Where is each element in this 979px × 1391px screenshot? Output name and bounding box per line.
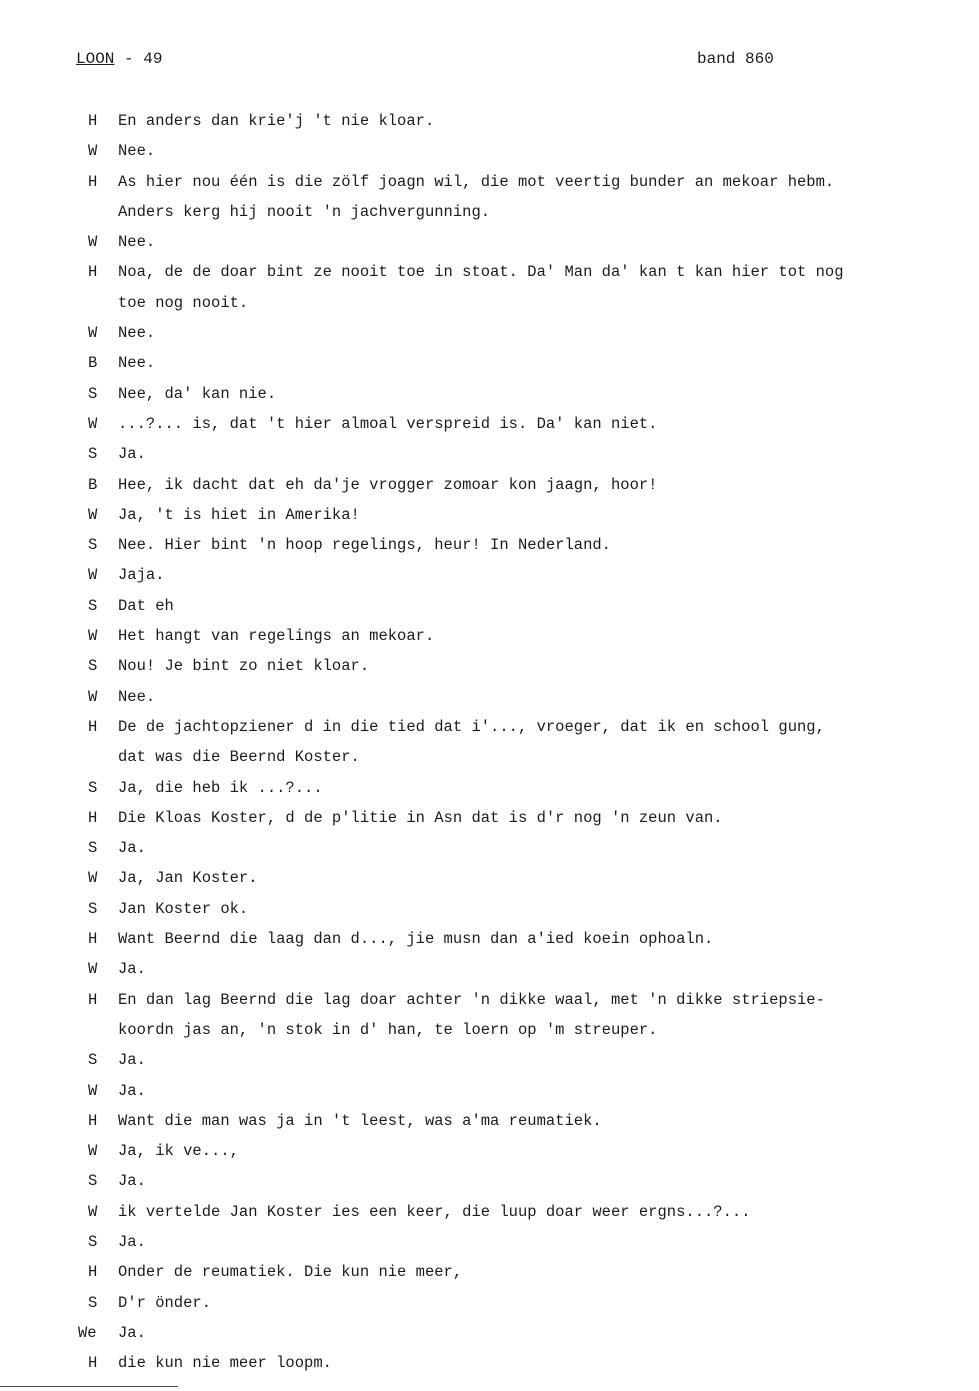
transcript-line <box>0 686 979 716</box>
transcript-line <box>0 1261 979 1291</box>
transcript-line <box>0 1352 979 1382</box>
transcript-line <box>0 1201 979 1231</box>
transcript-line <box>0 867 979 897</box>
utterance-text: Ja. <box>118 1172 146 1191</box>
transcript-line <box>0 1019 979 1049</box>
transcript-line <box>0 292 979 322</box>
transcript-line <box>0 322 979 352</box>
transcript-line <box>0 746 979 776</box>
utterance-text: D'r önder. <box>118 1293 212 1312</box>
utterance-text: En dan lag Beernd die lag doar achter 'n dikke waal, met 'n dikke striepsie- <box>118 990 825 1009</box>
speaker-label: S <box>88 899 98 918</box>
speaker-label: S <box>88 1172 98 1191</box>
utterance-text: As hier nou één is die zölf joagn wil, die mot veertig bunder an mekoar hebm. <box>118 172 835 191</box>
speaker-label: S <box>88 536 98 555</box>
transcript-line <box>0 1049 979 1079</box>
speaker-label: S <box>88 1293 98 1312</box>
transcript-line <box>0 171 979 201</box>
utterance-text: Ja. <box>118 1081 146 1100</box>
speaker-label: W <box>88 414 98 433</box>
utterance-text: Ja. <box>118 1051 146 1070</box>
utterance-text: Ja. <box>118 1323 146 1342</box>
utterance-text: Anders kerg hij nooit 'n jachvergunning. <box>118 202 491 221</box>
utterance-text: Die Kloas Koster, d de p'litie in Asn dat is d'r nog 'n zeun van. <box>118 808 723 827</box>
utterance-text: Ja. <box>118 445 146 464</box>
transcript-line <box>0 958 979 988</box>
document-title: LOON <box>76 50 115 68</box>
speaker-label: S <box>88 384 98 403</box>
utterance-text: Nee. <box>118 324 156 343</box>
speaker-label: H <box>88 717 98 736</box>
transcript-line <box>0 564 979 594</box>
transcript-line <box>0 383 979 413</box>
speaker-label: W <box>88 960 98 979</box>
transcript-line <box>0 352 979 382</box>
utterance-text: Nee. <box>118 142 156 161</box>
footer-rule <box>0 1386 178 1387</box>
speaker-label: H <box>88 1111 98 1130</box>
transcript-line <box>0 474 979 504</box>
utterance-text: ik vertelde Jan Koster ies een keer, die luup doar weer ergns...?... <box>118 1202 751 1221</box>
speaker-label: W <box>88 869 98 888</box>
utterance-text: Noa, de de doar bint ze nooit toe in stoat. Da' Man da' kan t kan hier tot nog <box>118 263 844 282</box>
utterance-text: Nee. <box>118 687 156 706</box>
speaker-label: H <box>88 1263 98 1282</box>
utterance-text: Nee, da' kan nie. <box>118 384 277 403</box>
utterance-text: Nee. Hier bint 'n hoop regelings, heur! In Nederland. <box>118 536 611 555</box>
transcript-line <box>0 1080 979 1110</box>
transcript-line <box>0 231 979 261</box>
utterance-text: Nou! Je bint zo niet kloar. <box>118 657 370 676</box>
utterance-text: Want Beernd die laag dan d..., jie musn dan a'ied koein ophoaln. <box>118 930 714 949</box>
speaker-label: H <box>88 263 98 282</box>
transcript-line <box>0 201 979 231</box>
speaker-label: S <box>88 657 98 676</box>
utterance-text: ...?... is, dat 't hier almoal verspreid is. Da' kan niet. <box>118 414 658 433</box>
speaker-label: W <box>88 566 98 585</box>
speaker-label: W <box>88 1081 98 1100</box>
speaker-label: W <box>88 233 98 252</box>
speaker-label: S <box>88 596 98 615</box>
utterance-text: De de jachtopziener d in die tied dat i'..., vroeger, dat ik en school gung, <box>118 717 825 736</box>
speaker-label: H <box>88 172 98 191</box>
speaker-label: We <box>78 1323 97 1342</box>
transcript-line <box>0 777 979 807</box>
speaker-label: H <box>88 112 98 130</box>
speaker-label: S <box>88 839 98 858</box>
transcript-line <box>0 625 979 655</box>
speaker-label: S <box>88 1232 98 1251</box>
utterance-text: Ja. <box>118 1232 146 1251</box>
transcript-line <box>0 261 979 291</box>
transcript-line <box>0 1322 979 1352</box>
transcript-line <box>0 443 979 473</box>
utterance-text: Nee. <box>118 354 156 373</box>
utterance-text: Ja. <box>118 839 146 858</box>
utterance-text: Ja, 't is hiet in Amerika! <box>118 505 360 524</box>
speaker-label: B <box>88 354 98 373</box>
transcript-line <box>0 807 979 837</box>
utterance-text: Jan Koster ok. <box>118 899 249 918</box>
speaker-label: W <box>88 627 98 646</box>
transcript-line <box>0 110 979 140</box>
utterance-text: Ja. <box>118 960 146 979</box>
speaker-label: H <box>88 930 98 949</box>
transcript-line <box>0 534 979 564</box>
utterance-text: Onder de reumatiek. Die kun nie meer, <box>118 1263 463 1282</box>
utterance-text: Hee, ik dacht dat eh da'je vrogger zomoar kon jaagn, hoor! <box>118 475 658 494</box>
speaker-label: B <box>88 475 98 494</box>
utterance-text: Het hangt van regelings an mekoar. <box>118 627 435 646</box>
transcript-line <box>0 1170 979 1200</box>
transcript-line <box>0 1292 979 1322</box>
transcript-line <box>0 1110 979 1140</box>
transcript-line <box>0 140 979 170</box>
utterance-text: En anders dan krie'j 't nie kloar. <box>118 112 435 130</box>
utterance-text: die kun nie meer loopm. <box>118 1354 332 1373</box>
speaker-label: W <box>88 1202 98 1221</box>
transcript-line <box>0 898 979 928</box>
transcript <box>0 110 979 1382</box>
utterance-text: Dat eh <box>118 596 174 615</box>
page-header-left <box>76 50 162 68</box>
utterance-text: Nee. <box>118 233 156 252</box>
speaker-label: S <box>88 445 98 464</box>
page-number: - 49 <box>124 50 163 68</box>
transcript-line <box>0 1231 979 1261</box>
speaker-label: S <box>88 1051 98 1070</box>
utterance-text: koordn jas an, 'n stok in d' han, te loern op 'm streuper. <box>118 1020 658 1039</box>
transcript-line <box>0 655 979 685</box>
speaker-label: W <box>88 505 98 524</box>
speaker-label: S <box>88 778 98 797</box>
utterance-text: Ja, ik ve..., <box>118 1142 239 1161</box>
tape-number: band 860 <box>697 50 774 68</box>
transcript-line <box>0 504 979 534</box>
transcript-line <box>0 837 979 867</box>
speaker-label: W <box>88 142 98 161</box>
utterance-text: Ja, Jan Koster. <box>118 869 258 888</box>
speaker-label: H <box>88 990 98 1009</box>
transcript-line <box>0 716 979 746</box>
transcript-line <box>0 989 979 1019</box>
transcript-line <box>0 928 979 958</box>
speaker-label: W <box>88 1142 98 1161</box>
transcript-line <box>0 413 979 443</box>
transcript-line <box>0 1140 979 1170</box>
utterance-text: Jaja. <box>118 566 165 585</box>
utterance-text: Ja, die heb ik ...?... <box>118 778 323 797</box>
speaker-label: W <box>88 324 98 343</box>
transcript-line <box>0 595 979 625</box>
speaker-label: H <box>88 1354 98 1373</box>
speaker-label: H <box>88 808 98 827</box>
speaker-label: W <box>88 687 98 706</box>
utterance-text: dat was die Beernd Koster. <box>118 748 360 767</box>
utterance-text: Want die man was ja in 't leest, was a'ma reumatiek. <box>118 1111 602 1130</box>
utterance-text: toe nog nooit. <box>118 293 249 312</box>
